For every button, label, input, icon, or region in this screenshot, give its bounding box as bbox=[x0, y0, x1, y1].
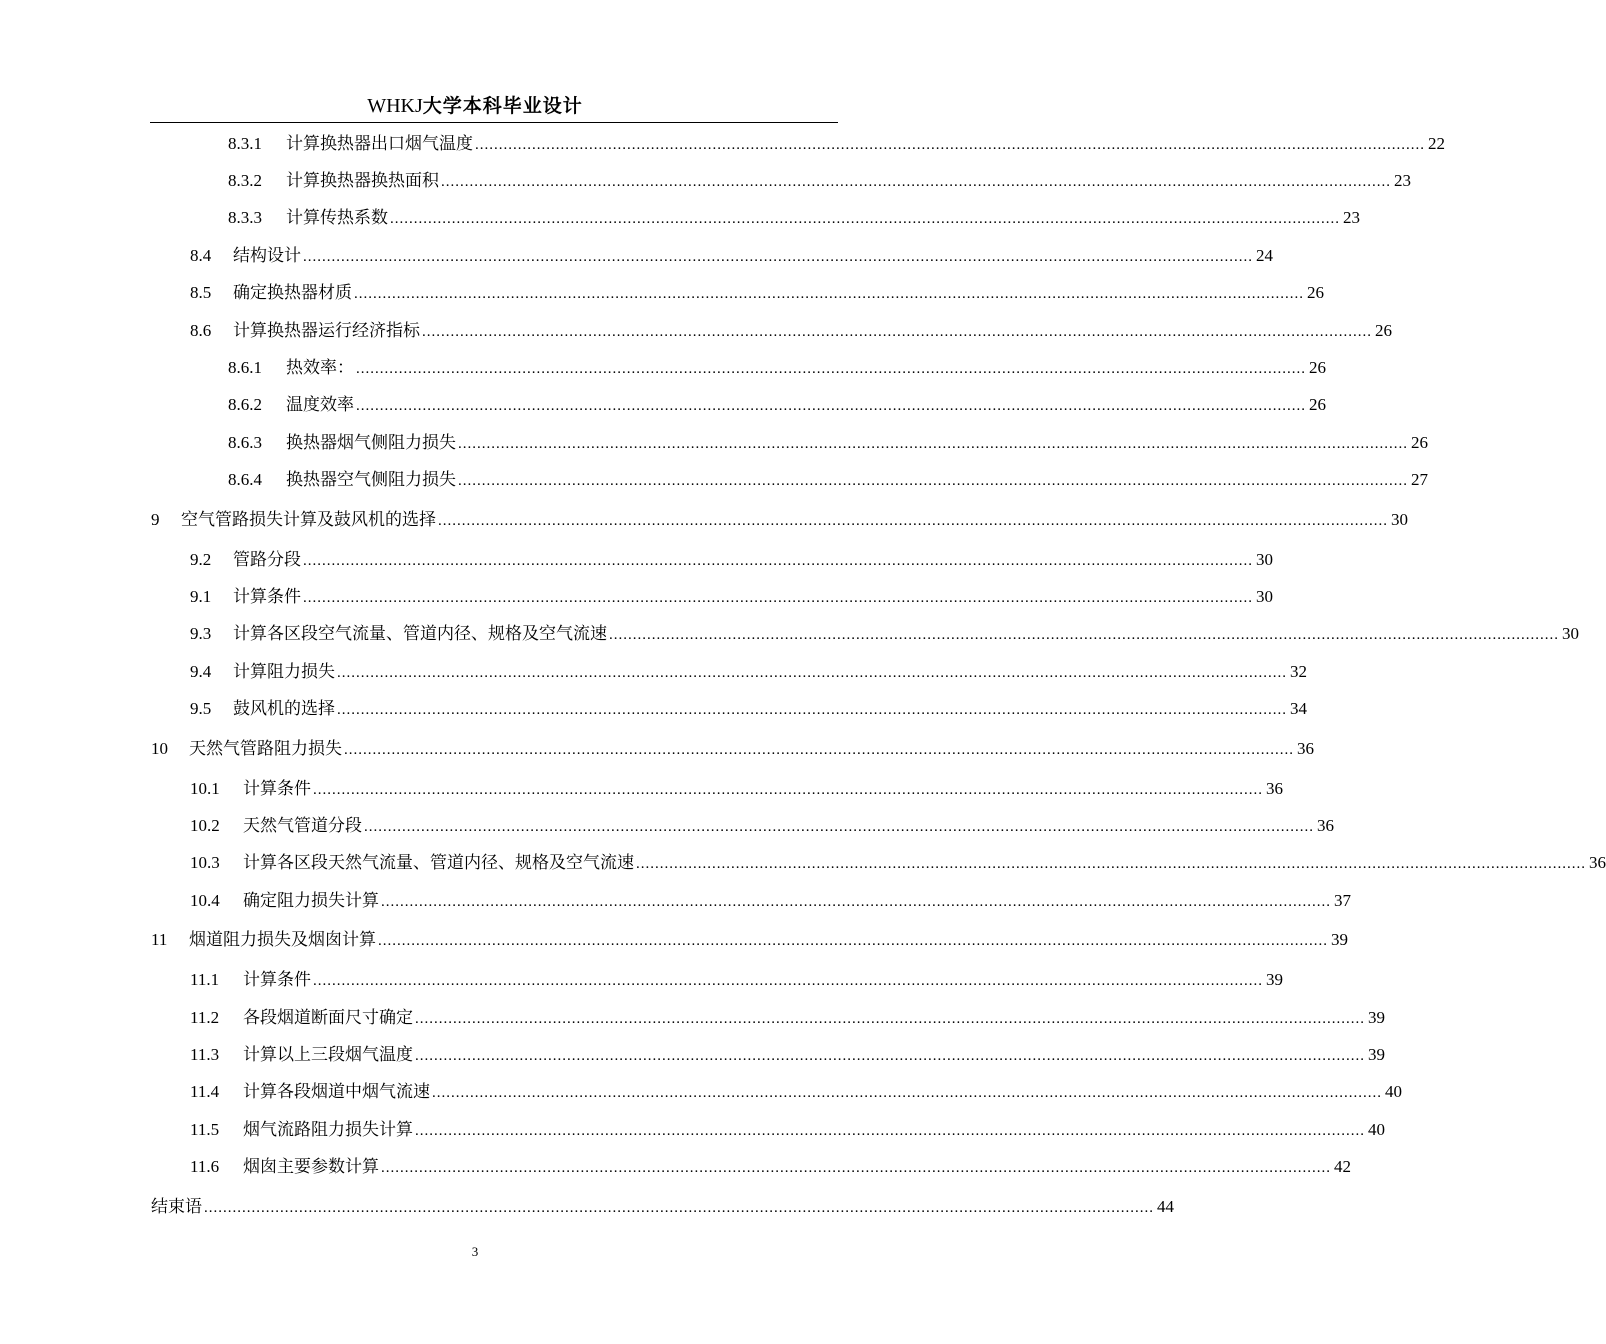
toc-entry-number: 8.6 bbox=[190, 321, 212, 340]
dot-leader: ........................................................................................................................................................................................................ bbox=[415, 1123, 1365, 1139]
dot-leader: ........................................................................................................................................................................................................ bbox=[337, 665, 1287, 681]
toc-entry-page: 30 bbox=[1256, 550, 1273, 569]
toc-entry-number: 9.3 bbox=[190, 624, 212, 643]
toc-entry-title: 空气管路损失计算及鼓风机的选择 bbox=[181, 510, 436, 530]
toc-entry-title: 天然气管道分段 bbox=[243, 816, 362, 836]
toc-entry-number: 9.4 bbox=[190, 662, 212, 681]
toc-entry-8-6[interactable] bbox=[190, 318, 1392, 344]
toc-entry-number: 10.2 bbox=[190, 816, 220, 835]
toc-entry-page: 36 bbox=[1297, 739, 1314, 758]
toc-entry-10-4[interactable] bbox=[190, 888, 1351, 914]
toc-entry-page: 39 bbox=[1331, 930, 1348, 949]
toc-entry-title: 计算阻力损失 bbox=[233, 662, 335, 682]
toc-entry-title: 计算换热器运行经济指标 bbox=[233, 321, 420, 341]
dot-leader: ........................................................................................................................................................................................................ bbox=[313, 782, 1263, 798]
toc-entry-page: 36 bbox=[1317, 816, 1334, 835]
toc-entry-page: 26 bbox=[1375, 321, 1392, 340]
toc-entry-number: 8.3.2 bbox=[228, 171, 262, 190]
toc-entry-page: 30 bbox=[1391, 510, 1408, 529]
toc-entry-8-3-3[interactable] bbox=[228, 205, 1360, 231]
toc-entry-9-4[interactable] bbox=[190, 659, 1307, 685]
toc-entry-title: 确定阻力损失计算 bbox=[243, 891, 379, 911]
toc-entry-page: 39 bbox=[1368, 1008, 1385, 1027]
toc-entry-page: 27 bbox=[1411, 470, 1428, 489]
dot-leader: ........................................................................................................................................................................................................ bbox=[313, 973, 1263, 989]
toc-entry-number: 8.6.2 bbox=[228, 395, 262, 414]
toc-entry-number: 9.5 bbox=[190, 699, 212, 718]
toc-entry-number: 11.1 bbox=[190, 970, 220, 989]
toc-entry-page: 42 bbox=[1334, 1157, 1351, 1176]
dot-leader: ........................................................................................................................................................................................................ bbox=[432, 1085, 1382, 1101]
dot-leader: ........................................................................................................................................................................................................ bbox=[475, 137, 1425, 153]
toc-entry-8-6-4[interactable] bbox=[228, 467, 1428, 493]
toc-entry-number: 8.6.3 bbox=[228, 433, 262, 452]
toc-entry-page: 40 bbox=[1385, 1082, 1402, 1101]
toc-entry-10-3[interactable] bbox=[190, 850, 1606, 876]
toc-entry-title: 计算以上三段烟气温度 bbox=[243, 1045, 413, 1065]
toc-entry-title: 热效率： bbox=[286, 358, 354, 378]
toc-entry-10[interactable] bbox=[151, 736, 1314, 762]
dot-leader: ........................................................................................................................................................................................................ bbox=[364, 819, 1314, 835]
toc-entry-number: 11.3 bbox=[190, 1045, 220, 1064]
toc-entry-page: 22 bbox=[1428, 134, 1445, 153]
toc-entry-11-1[interactable] bbox=[190, 967, 1283, 993]
toc-entry-title: 计算传热系数 bbox=[286, 208, 388, 228]
dot-leader: ........................................................................................................................................................................................................ bbox=[303, 553, 1253, 569]
toc-entry-9-5[interactable] bbox=[190, 696, 1307, 722]
toc-entry-9-1[interactable] bbox=[190, 584, 1273, 610]
toc-entry-number: 11.2 bbox=[190, 1008, 220, 1027]
toc-entry-page: 40 bbox=[1368, 1120, 1385, 1139]
toc-entry-title: 计算各区段空气流量、管道内径、规格及空气流速 bbox=[233, 624, 607, 644]
dot-leader: ........................................................................................................................................................................................................ bbox=[204, 1200, 1154, 1216]
toc-entry-page: 39 bbox=[1368, 1045, 1385, 1064]
toc-entry-number: 10.1 bbox=[190, 779, 220, 798]
header-latin-text: WHKJ bbox=[367, 95, 423, 117]
toc-entry-title: 烟道阻力损失及烟囱计算 bbox=[189, 930, 376, 950]
toc-entry-number: 8.3.3 bbox=[228, 208, 262, 227]
toc-entry-page: 34 bbox=[1290, 699, 1307, 718]
toc-entry-title: 换热器烟气侧阻力损失 bbox=[286, 433, 456, 453]
dot-leader: ........................................................................................................................................................................................................ bbox=[636, 856, 1586, 872]
toc-entry-number: 9.2 bbox=[190, 550, 212, 569]
dot-leader: ........................................................................................................................................................................................................ bbox=[415, 1011, 1365, 1027]
toc-entry-9-2[interactable] bbox=[190, 547, 1273, 573]
toc-entry-8-3-1[interactable] bbox=[228, 131, 1445, 157]
dot-leader: ........................................................................................................................................................................................................ bbox=[378, 933, 1328, 949]
dot-leader: ........................................................................................................................................................................................................ bbox=[441, 174, 1391, 190]
toc-entry-number: 10 bbox=[151, 739, 168, 758]
toc-entry-page: 30 bbox=[1562, 624, 1579, 643]
toc-entry-page: 36 bbox=[1589, 853, 1606, 872]
toc-entry-title: 结构设计 bbox=[233, 246, 301, 266]
toc-entry-number: 10.4 bbox=[190, 891, 220, 910]
toc-entry-title: 计算条件 bbox=[233, 587, 301, 607]
toc-entry-11-4[interactable] bbox=[190, 1079, 1402, 1105]
dot-leader: ........................................................................................................................................................................................................ bbox=[390, 211, 1340, 227]
dot-leader: ........................................................................................................................................................................................................ bbox=[337, 702, 1287, 718]
dot-leader: ........................................................................................................................................................................................................ bbox=[381, 894, 1331, 910]
dot-leader: ........................................................................................................................................................................................................ bbox=[609, 627, 1559, 643]
toc-entry-8-5[interactable] bbox=[190, 280, 1324, 306]
toc-entry-title: 计算各段烟道中烟气流速 bbox=[243, 1082, 430, 1102]
dot-leader: ........................................................................................................................................................................................................ bbox=[458, 473, 1408, 489]
toc-entry-number: 10.3 bbox=[190, 853, 220, 872]
header-title-text: 大学本科毕业设计 bbox=[422, 95, 583, 117]
toc-entry-page: 37 bbox=[1334, 891, 1351, 910]
toc-entry-title: 管路分段 bbox=[233, 550, 301, 570]
dot-leader: ........................................................................................................................................................................................................ bbox=[303, 249, 1253, 265]
toc-entry-page: 32 bbox=[1290, 662, 1307, 681]
toc-entry-number: 8.3.1 bbox=[228, 134, 262, 153]
toc-entry-number: 11.6 bbox=[190, 1157, 220, 1176]
dot-leader: ........................................................................................................................................................................................................ bbox=[381, 1160, 1331, 1176]
toc-entry-8-6-1[interactable] bbox=[228, 355, 1326, 381]
toc-entry-title: 结束语 bbox=[151, 1197, 202, 1217]
toc-entry-title: 天然气管路阻力损失 bbox=[189, 739, 342, 759]
toc-entry-number: 11.5 bbox=[190, 1120, 220, 1139]
dot-leader: ........................................................................................................................................................................................................ bbox=[303, 590, 1253, 606]
toc-entry-title: 温度效率 bbox=[286, 395, 354, 415]
dot-leader: ........................................................................................................................................................................................................ bbox=[458, 436, 1408, 452]
dot-leader: ........................................................................................................................................................................................................ bbox=[344, 742, 1294, 758]
toc-entry-8-6-3[interactable] bbox=[228, 430, 1428, 456]
toc-entry-number: 8.5 bbox=[190, 283, 212, 302]
toc-entry-title: 各段烟道断面尺寸确定 bbox=[243, 1008, 413, 1028]
toc-entry-title: 计算换热器换热面积 bbox=[286, 171, 439, 191]
toc-entry-page: 39 bbox=[1266, 970, 1283, 989]
toc-entry-conclusion[interactable] bbox=[151, 1194, 1174, 1220]
toc-entry-11-5[interactable] bbox=[190, 1117, 1385, 1143]
toc-entry-10-1[interactable] bbox=[190, 776, 1283, 802]
toc-entry-9[interactable] bbox=[151, 507, 1408, 533]
page-number: 3 bbox=[471, 1244, 479, 1259]
dot-leader: ........................................................................................................................................................................................................ bbox=[356, 398, 1306, 414]
toc-entry-number: 11 bbox=[151, 930, 168, 949]
toc-entry-8-6-2[interactable] bbox=[228, 392, 1326, 418]
dot-leader: ........................................................................................................................................................................................................ bbox=[438, 513, 1388, 529]
toc-entry-page: 26 bbox=[1309, 395, 1326, 414]
toc-entry-10-2[interactable] bbox=[190, 813, 1334, 839]
toc-entry-9-3[interactable] bbox=[190, 621, 1579, 647]
toc-entry-page: 26 bbox=[1411, 433, 1428, 452]
toc-entry-page: 30 bbox=[1256, 587, 1273, 606]
toc-entry-11-2[interactable] bbox=[190, 1005, 1385, 1031]
toc-entry-8-4[interactable] bbox=[190, 243, 1273, 269]
dot-leader: ........................................................................................................................................................................................................ bbox=[422, 324, 1372, 340]
toc-entry-number: 8.4 bbox=[190, 246, 212, 265]
toc-entry-title: 计算换热器出口烟气温度 bbox=[286, 134, 473, 154]
toc-entry-number: 8.6.4 bbox=[228, 470, 262, 489]
toc-entry-page: 44 bbox=[1157, 1197, 1174, 1216]
dot-leader: ........................................................................................................................................................................................................ bbox=[356, 361, 1306, 377]
toc-entry-number: 8.6.1 bbox=[228, 358, 262, 377]
toc-entry-8-3-2[interactable] bbox=[228, 168, 1411, 194]
toc-entry-number: 11.4 bbox=[190, 1082, 220, 1101]
toc-entry-title: 鼓风机的选择 bbox=[233, 699, 335, 719]
toc-entry-title: 计算条件 bbox=[243, 779, 311, 799]
toc-entry-title: 换热器空气侧阻力损失 bbox=[286, 470, 456, 490]
toc-entry-page: 23 bbox=[1343, 208, 1360, 227]
toc-entry-number: 9.1 bbox=[190, 587, 212, 606]
toc-entry-11-3[interactable] bbox=[190, 1042, 1385, 1068]
toc-entry-title: 烟气流路阻力损失计算 bbox=[243, 1120, 413, 1140]
toc-entry-page: 24 bbox=[1256, 246, 1273, 265]
toc-entry-page: 26 bbox=[1309, 358, 1326, 377]
toc-entry-title: 计算各区段天然气流量、管道内径、规格及空气流速 bbox=[243, 853, 634, 873]
toc-entry-page: 26 bbox=[1307, 283, 1324, 302]
toc-entry-11[interactable] bbox=[151, 927, 1348, 953]
toc-entry-11-6[interactable] bbox=[190, 1154, 1351, 1180]
toc-entry-title: 烟囱主要参数计算 bbox=[243, 1157, 379, 1177]
toc-entry-page: 36 bbox=[1266, 779, 1283, 798]
dot-leader: ........................................................................................................................................................................................................ bbox=[354, 286, 1304, 302]
toc-entry-title: 确定换热器材质 bbox=[233, 283, 352, 303]
toc-entry-title: 计算条件 bbox=[243, 970, 311, 990]
dot-leader: ........................................................................................................................................................................................................ bbox=[415, 1048, 1365, 1064]
toc-entry-number: 9 bbox=[151, 510, 160, 529]
toc-entry-page: 23 bbox=[1394, 171, 1411, 190]
